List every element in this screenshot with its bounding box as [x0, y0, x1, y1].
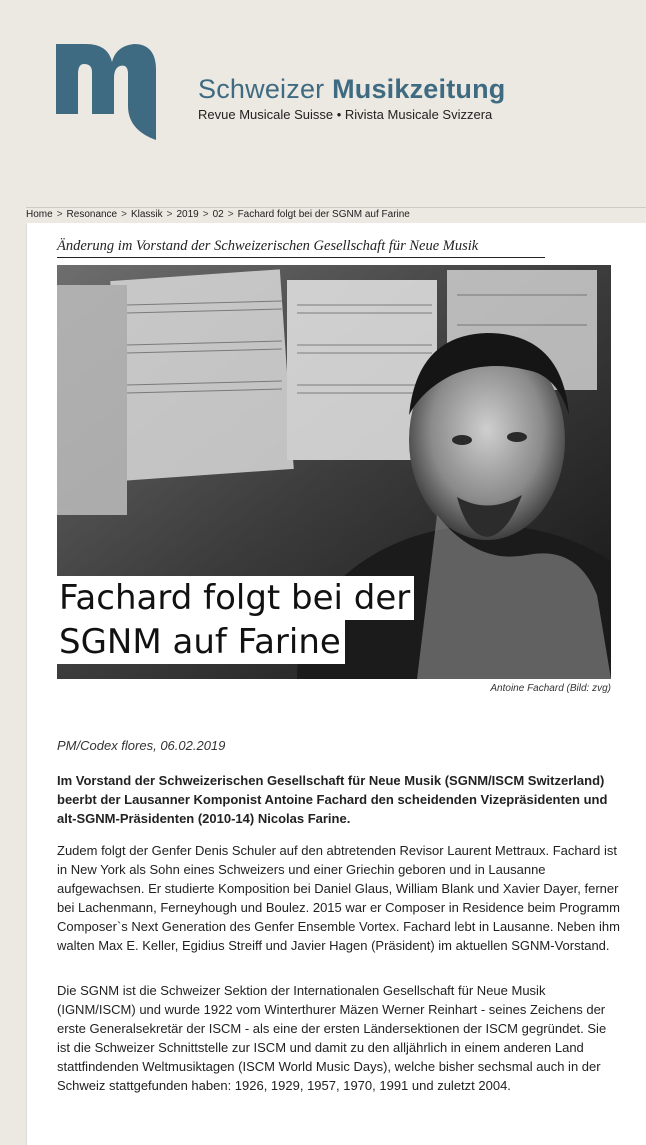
header-divider — [26, 207, 646, 208]
brand-title-light: Schweizer — [198, 74, 325, 104]
logo-m-icon — [56, 44, 160, 140]
breadcrumb-separator: > — [121, 209, 127, 220]
breadcrumb-separator: > — [202, 209, 209, 220]
image-caption: Antoine Fachard (Bild: zvg) — [490, 683, 611, 694]
article-headline — [57, 576, 414, 664]
brand-title[interactable] — [198, 74, 505, 105]
article-lead: Im Vorstand der Schweizerischen Gesellschaft für Neue Musik (SGNM/ISCM Switzerland) beerbt der Lausanner Komponist Antoine Fachard den scheidenden Vizepräsidenten und alt-SGNM-Präsidenten (2010-14) Nicolas Farine. — [57, 773, 608, 826]
breadcrumb-month[interactable]: 02 — [212, 209, 224, 220]
breadcrumb-klassik[interactable]: Klassik — [130, 209, 163, 220]
article-paragraph: Zudem folgt der Genfer Denis Schuler auf den abtretenden Revisor Laurent Mettraux. Fachard ist in New York als Sohn eines Schweizers und einer Griechin geboren und in Lausanne aufgewachsen. Er studierte Komposition bei Daniel Glaus, William Blank und Xavier Dayer, ferner bei Lachenmann, Ferneyhough und Boulez. 2015 war er Composer in Residence beim Programm Composer`s Next Generation des Genfer Ensemble Vortex. Fachard lebt in Lausanne. Neben ihm walten Max E. Keller, Egidius Streiff und Javier Hagen (Präsident) im aktuellen SGNM-Vorstand. — [57, 843, 620, 953]
breadcrumb — [26, 209, 410, 220]
headline-line-1: Fachard folgt bei der — [57, 576, 414, 620]
breadcrumb-separator: > — [166, 209, 173, 220]
breadcrumb-separator: > — [56, 209, 63, 220]
breadcrumb-current: Fachard folgt bei der SGNM auf Farine — [237, 209, 410, 220]
brand-subtitle: Revue Musicale Suisse • Rivista Musicale Svizzera — [198, 107, 493, 122]
kicker-underline — [57, 257, 545, 258]
breadcrumb-home[interactable]: Home — [26, 209, 53, 220]
article-paragraph: Die SGNM ist die Schweizer Sektion der Internationalen Gesellschaft für Neue Musik (IGNM/ISCM) und wurde 1922 vom Winterthurer Mäzen Werner Reinhart - seines Zeichens der erste Generalsekretär der ISCM - als eine der ersten Ländersektionen der ISCM gegründet. Sie ist die Schweizer Schnittstelle zur ISCM und damit zu den alljährlich in einem anderen Land stattfindenden Weltmusiktagen (ISCM World Music Days), welche bisher sechsmal auch in der Schweiz stattgefunden haben: 1926, 1929, 1957, 1970, 1991 und zuletzt 2004. — [57, 983, 607, 1093]
breadcrumb-resonance[interactable]: Resonance — [66, 209, 118, 220]
breadcrumb-separator: > — [227, 209, 234, 220]
brand-title-bold: Musikzeitung — [332, 74, 506, 104]
article-byline: PM/Codex flores, 06.02.2019 — [57, 738, 226, 753]
headline-line-2: SGNM auf Farine — [57, 620, 345, 664]
logo-mark[interactable] — [56, 44, 160, 140]
brand — [198, 74, 505, 122]
breadcrumb-year[interactable]: 2019 — [176, 209, 199, 220]
masthead — [0, 0, 646, 208]
article-kicker[interactable]: Änderung im Vorstand der Schweizerischen Gesellschaft für Neue Musik — [57, 238, 479, 254]
